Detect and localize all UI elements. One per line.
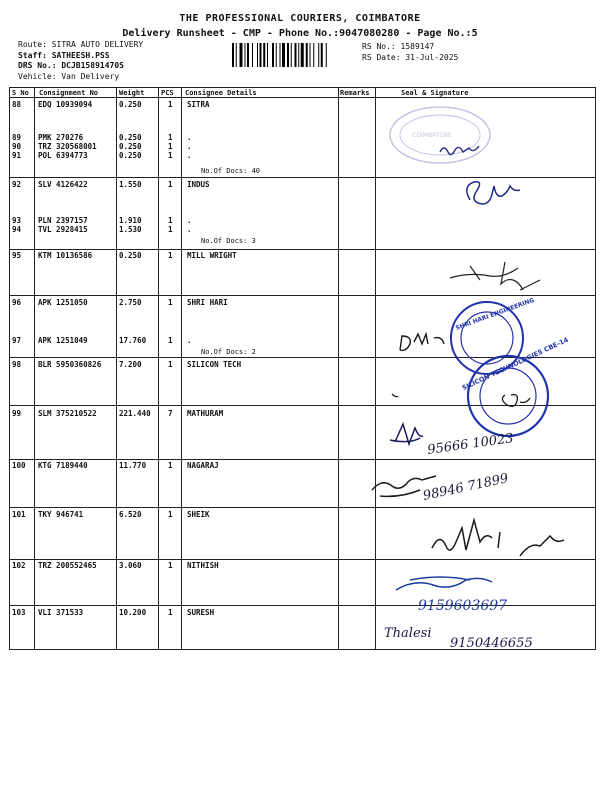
row-consignee: . xyxy=(187,216,192,225)
row-sno: 97 xyxy=(12,336,22,345)
row-weight: 0.250 xyxy=(119,133,142,142)
row-consignment-no: EDQ 10939094 xyxy=(38,100,93,109)
page-title: THE PROFESSIONAL COURIERS, COIMBATORE xyxy=(179,13,421,24)
col-header-pcs: PCS xyxy=(161,89,174,97)
row-sno: 93 xyxy=(12,216,22,225)
handwritten-phone: 9150446655 xyxy=(450,636,533,651)
row-weight: 0.250 xyxy=(119,251,142,260)
row-sno: 101 xyxy=(12,510,26,519)
row-sno: 99 xyxy=(12,409,22,418)
row-sno: 103 xyxy=(12,608,26,617)
seal-stamp xyxy=(461,336,570,436)
page-subtitle: Delivery Runsheet - CMP - Phone No.:9047080280 - Page No.:5 xyxy=(122,28,478,39)
handwritten-signature xyxy=(392,394,398,397)
handwritten-signature xyxy=(432,520,564,556)
row-sno: 92 xyxy=(12,180,22,189)
row-sno: 91 xyxy=(12,151,22,160)
row-consignee: MILL WRIGHT xyxy=(187,251,237,260)
row-weight: 1.910 xyxy=(119,216,142,225)
vehicle-text: Vehicle: Van Delivery xyxy=(18,71,120,81)
stamp-text: SILICON TECHNOLOGIES CBE-14 xyxy=(460,335,570,393)
row-consignee: NAGARAJ xyxy=(187,461,219,470)
row-weight: 7.200 xyxy=(119,360,142,369)
handwritten-signature xyxy=(390,424,423,444)
staff-text: Staff: SATHEESH.PSS xyxy=(18,50,110,60)
row-consignment-no: TRZ 200552465 xyxy=(38,561,97,570)
row-sno: 96 xyxy=(12,298,22,307)
row-pcs: 1 xyxy=(168,225,173,234)
route-text: Route: SITRA AUTO DELIVERY xyxy=(18,40,144,49)
row-consignment-no: SLV 4126422 xyxy=(38,180,88,189)
row-consignee: . xyxy=(187,225,192,234)
row-consignment-no: KTM 10136586 xyxy=(38,251,93,260)
row-pcs: 1 xyxy=(168,298,173,307)
docs-count: No.Of Docs: 2 xyxy=(201,348,256,356)
row-consignment-no: KTG 7189440 xyxy=(38,461,88,470)
row-consignment-no: PMK 270276 xyxy=(38,133,84,142)
handwritten-signature xyxy=(400,334,444,350)
row-pcs: 1 xyxy=(168,510,173,519)
handwritten-phone: 9159603697 xyxy=(418,598,508,614)
row-pcs: 1 xyxy=(168,360,173,369)
row-consignment-no: POL 6394773 xyxy=(38,151,88,160)
row-weight: 3.060 xyxy=(119,561,142,570)
row-weight: 11.770 xyxy=(119,461,147,470)
row-pcs: 1 xyxy=(168,336,173,345)
row-weight: 6.520 xyxy=(119,510,142,519)
row-consignee: SITRA xyxy=(187,100,210,109)
handwritten-signature xyxy=(440,146,479,155)
row-consignee: MATHURAM xyxy=(187,409,224,418)
row-consignee: NITHISH xyxy=(187,561,219,570)
row-consignee: . xyxy=(187,336,192,345)
row-consignment-no: TKY 946741 xyxy=(38,510,84,519)
row-pcs: 1 xyxy=(168,133,173,142)
row-sno: 94 xyxy=(12,225,22,234)
row-consignee: SHRI HARI xyxy=(187,298,228,307)
seal-stamp xyxy=(390,107,490,163)
row-sno: 95 xyxy=(12,251,22,260)
row-pcs: 1 xyxy=(168,608,173,617)
col-header-sno: S No xyxy=(12,89,29,97)
row-consignment-no: BLR 5950360826 xyxy=(38,360,102,369)
row-pcs: 1 xyxy=(168,100,173,109)
row-weight: 1.530 xyxy=(119,225,142,234)
row-consignee: SILICON TECH xyxy=(187,360,242,369)
docs-count: No.Of Docs: 40 xyxy=(201,167,261,175)
drs-text: DRS No.: DCJB15891470S xyxy=(18,61,124,70)
row-consignee: . xyxy=(187,151,192,160)
stamp-text: COIMBATORE xyxy=(412,132,452,139)
row-pcs: 1 xyxy=(168,561,173,570)
row-pcs: 1 xyxy=(168,216,173,225)
docs-count: No.Of Docs: 3 xyxy=(201,237,256,245)
row-weight: 0.250 xyxy=(119,151,142,160)
row-sno: 88 xyxy=(12,100,22,109)
row-consignment-no: VLI 371533 xyxy=(38,608,84,617)
row-consignee: . xyxy=(187,133,192,142)
row-weight: 1.550 xyxy=(119,180,142,189)
row-weight: 221.440 xyxy=(119,409,151,418)
row-sno: 89 xyxy=(12,133,22,142)
row-consignee: . xyxy=(187,142,192,151)
row-sno: 98 xyxy=(12,360,22,369)
handwritten-phone: 95666 10023 xyxy=(426,431,515,458)
handwritten-phone: 98946 71899 xyxy=(421,471,510,504)
rs-date: RS Date: 31-Jul-2025 xyxy=(362,52,459,62)
row-consignee: INDUS xyxy=(187,180,210,189)
handwritten-signature xyxy=(467,182,520,204)
row-pcs: 1 xyxy=(168,151,173,160)
row-consignee: SURESH xyxy=(187,608,215,617)
rs-number: RS No.: 1589147 xyxy=(362,42,435,51)
col-header-consignee: Consignee Details xyxy=(185,89,257,97)
row-consignment-no: APK 1251049 xyxy=(38,336,88,345)
row-consignment-no: TVL 2928415 xyxy=(38,225,88,234)
handwritten-signature xyxy=(502,395,530,407)
row-sno: 102 xyxy=(12,561,26,570)
row-weight: 0.250 xyxy=(119,142,142,151)
row-pcs: 1 xyxy=(168,142,173,151)
row-weight: 17.760 xyxy=(119,336,147,345)
row-pcs: 1 xyxy=(168,461,173,470)
row-consignment-no: TRZ 320568001 xyxy=(38,142,97,151)
row-consignment-no: APK 1251050 xyxy=(38,298,88,307)
row-weight: 10.200 xyxy=(119,608,147,617)
row-sno: 100 xyxy=(12,461,26,470)
stamp-text: SHRI HARI ENGINEERING xyxy=(454,296,536,332)
row-pcs: 1 xyxy=(168,180,173,189)
handwritten-signature xyxy=(450,262,540,290)
row-weight: 0.250 xyxy=(119,100,142,109)
col-header-weight: Weight xyxy=(119,89,145,97)
handwritten-signature xyxy=(396,577,492,590)
row-weight: 2.750 xyxy=(119,298,142,307)
row-sno: 90 xyxy=(12,142,22,151)
row-consignment-no: PLN 2397157 xyxy=(38,216,88,225)
row-pcs: 1 xyxy=(168,251,173,260)
row-consignee: SHEIK xyxy=(187,510,210,519)
col-header-seal: Seal & Signature xyxy=(401,89,469,97)
row-consignment-no: SLM 375210522 xyxy=(38,409,97,418)
col-header-consignment: Consignment No xyxy=(39,89,99,97)
handwritten-name: Thalesi xyxy=(384,626,432,641)
col-header-remarks: Remarks xyxy=(340,89,370,97)
row-pcs: 7 xyxy=(168,409,173,418)
